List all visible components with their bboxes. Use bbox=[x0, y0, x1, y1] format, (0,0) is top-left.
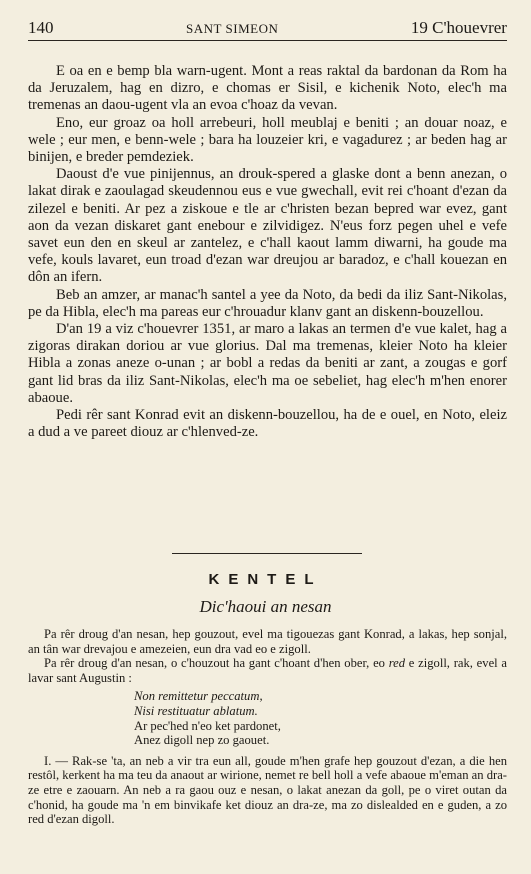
section-divider bbox=[172, 553, 362, 554]
text-span: e zigoll, rak, evel a lavar sant Augustin : bbox=[28, 656, 507, 685]
page-number: 140 bbox=[28, 18, 54, 37]
section-subtitle: Dic'haoui an nesan bbox=[199, 597, 332, 616]
paragraph: I. — Rak-se 'ta, an neb a vir tra eun all, goude m'hen grafe hep gouzout d'ezan, a die hen restôl, kerkent ha ma teu da anaout ar wirione, nemet re bell holl a vefe abaoue m'eman an dra-ze etre e zaouarn. An neb a ra gaou ouz e nesan, o lakat anezan da goll, pe o viret outan da c'honid, ha goude ma 'n em binvikafe ket diouz an dra-ze, ma zo dislealded en e guden, a zo red d'ezan digoll. bbox=[28, 753, 507, 827]
paragraph: D'an 19 a viz c'houevrer 1351, ar maro a lakas an termen d'e vue kalet, hag a zigoras dirakan doriou ar vue glorius. Dal ma tremenas, kleier Noto ha kleier Hibla a zonas aneze o-unan ; ar bobl a redas da beniti ar zant, a zougas e gorf gant lid bras da iliz Sant-Nikolas, elec'h ma oe sebeliet, hag elec'h m'hen enorer abaoue. bbox=[28, 321, 507, 406]
verse-line: Nisi restituatur ablatum. bbox=[134, 703, 258, 718]
running-title: SANT SIMEON bbox=[186, 21, 279, 36]
main-text bbox=[28, 63, 507, 441]
verse-line: Non remittetur peccatum, bbox=[134, 689, 263, 704]
lesson-text bbox=[28, 627, 507, 827]
paragraph: Pedi rêr sant Konrad evit an diskenn-bouzellou, ha de e ouel, en Noto, eleiz a dud a ve pareet diouz ar c'hlenved-ze. bbox=[28, 407, 507, 441]
verse-line: Ar pec'hed n'eo ket pardonet, bbox=[134, 718, 281, 733]
running-header bbox=[28, 18, 507, 41]
paragraph: Beb an amzer, ar manac'h santel a yee da Noto, da bedi da iliz Sant-Nikolas, pe da Hibla, elec'h ma pareas eur c'hrouadur klanv gant an diskenn-bouzellou. bbox=[28, 286, 507, 320]
verse-quote bbox=[134, 689, 507, 747]
emphasis: red bbox=[388, 656, 406, 671]
paragraph: Eno, eur groaz oa holl arrebeuri, holl meublaj e beniti ; an douar noaz, e wele ; eur men, e benn-wele ; bara ha louzeier kri, e vagadurez ; ar beden hag ar binijen, e breder pemdeziek. bbox=[28, 114, 507, 166]
section-heading: KENTEL bbox=[208, 571, 323, 588]
paragraph: Daoust d'e vue pinijennus, an drouk-spered a glaske dont a benn anezan, o lakat dirak e zaoulagad skeudennou eus e vue gwechall, evit rei c'hoant d'ezan da zilezel e beniti. Ar pez a ziskoue e tle ar c'hristen bezan bepred war evez, gant aon da vezan diskaret gant enebour e zilvidigez. N'eus forz pegen uhel e vefe savet eun den en skeul ar zantelez, e c'hall kaout lamm diwarni, ha goude ma vefe, kouls lavaret, eun troad d'ezan war dreujou ar baradoz, e c'hall kouezan en dôn an ifern. bbox=[28, 166, 507, 286]
paragraph bbox=[28, 656, 507, 685]
paragraph: E oa en e bemp bla warn-ugent. Mont a reas raktal da bardonan da Rom ha da Jeruzalem, hag en dizro, e chomas er Sisil, e kichenik Noto, elec'h ma tremenas an daou-ugent vla an evoa c'hoaz da vevan. bbox=[28, 63, 507, 114]
verse-line: Anez digoll nep zo gaouet. bbox=[134, 733, 270, 748]
text-span: Pa rêr droug d'an nesan, o c'houzout ha gant c'hoant d'hen ober, eo bbox=[44, 656, 385, 671]
paragraph: Pa rêr droug d'an nesan, hep gouzout, evel ma tigouezas gant Konrad, a lakas, hep sonjal, an tân war drevajou e amezeien, eun dra vad eo e zigoll. bbox=[28, 627, 507, 656]
running-date: 19 C'houevrer bbox=[410, 18, 507, 37]
